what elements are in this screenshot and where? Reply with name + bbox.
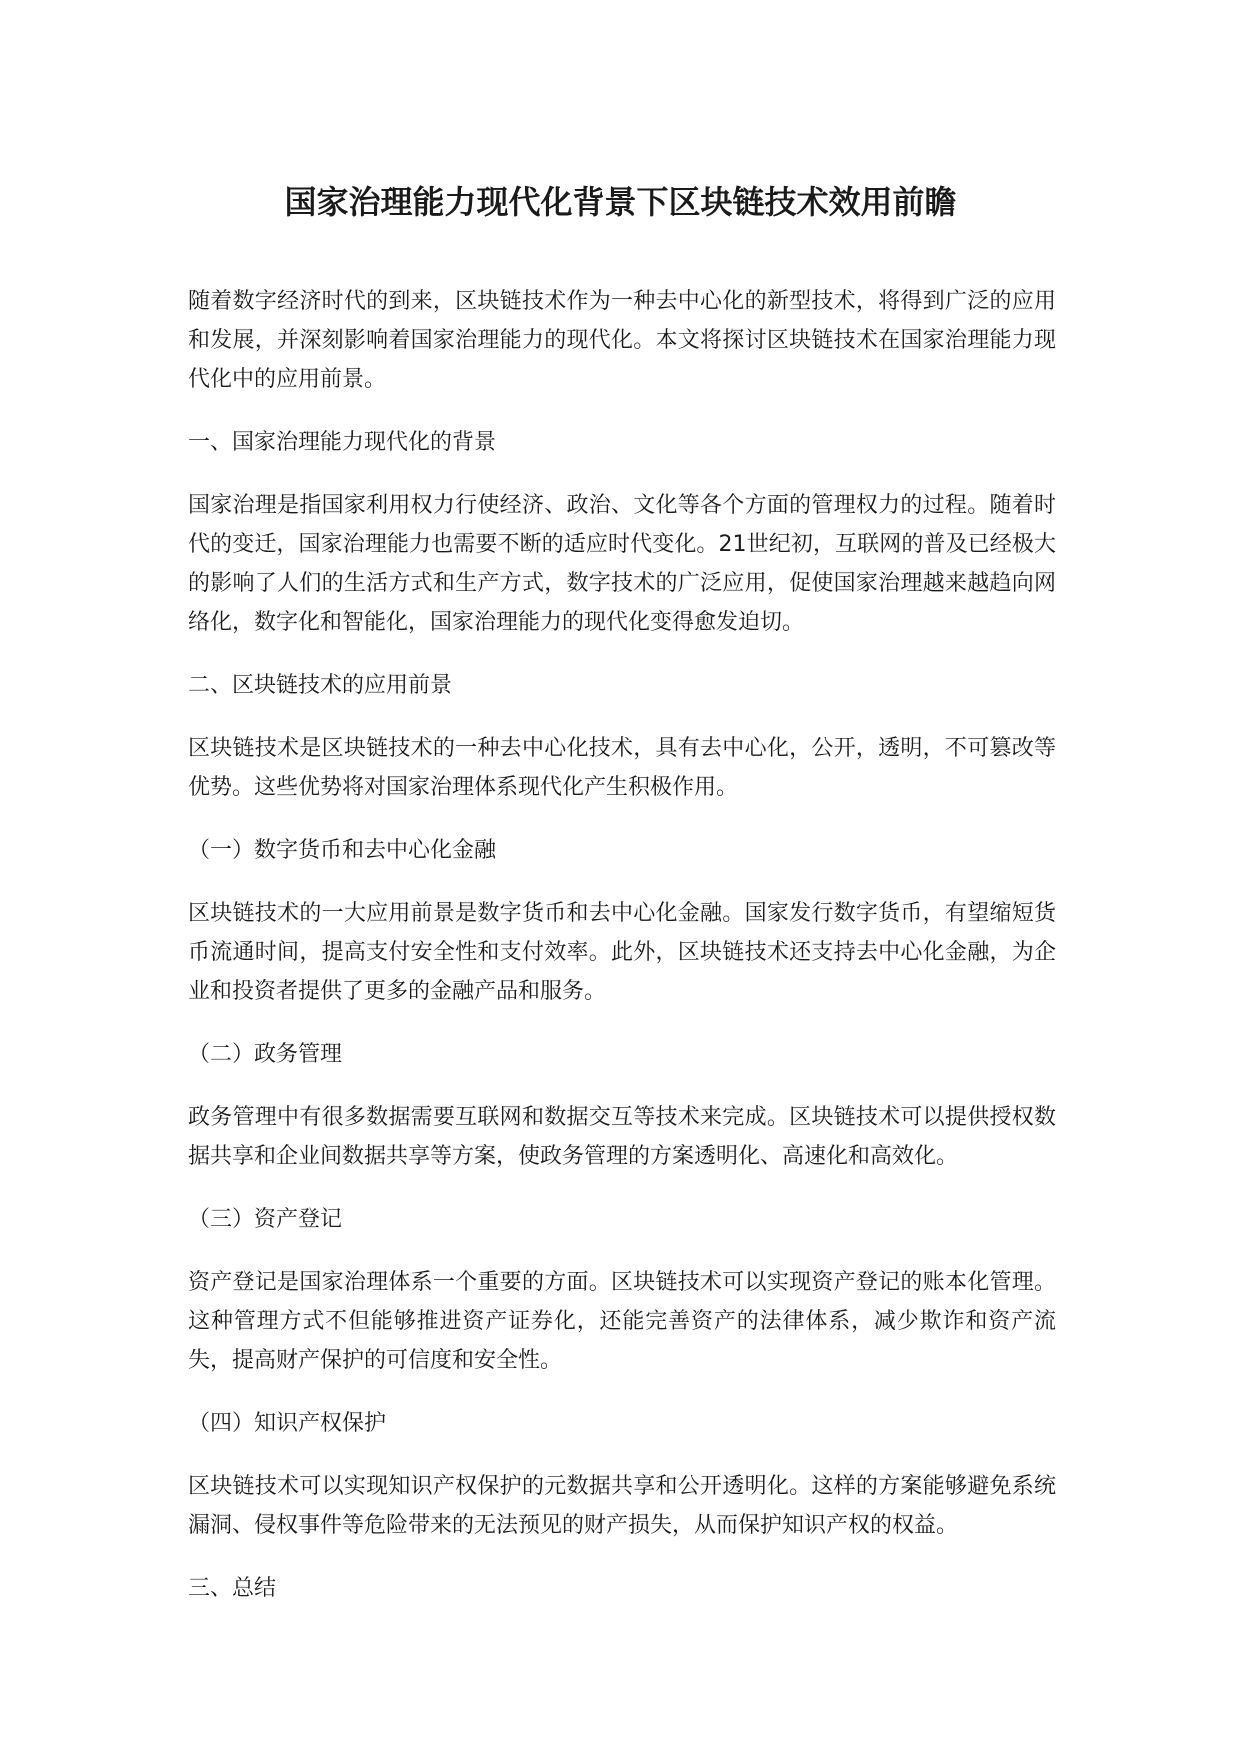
subsection-heading-asset-registration: （三）资产登记	[188, 1207, 343, 1232]
subsection-heading-digital-currency: （一）数字货币和去中心化金融	[188, 838, 497, 863]
paragraph-ip-protection: 区块链技术可以实现知识产权保护的元数据共享和公开透明化。这样的方案能够避免系统漏洞、侵权事件等危险带来的无法预见的财产损失，从而保护知识产权的权益。	[188, 1474, 1056, 1538]
paragraph-digital-currency: 区块链技术的一大应用前景是数字货币和去中心化金融。国家发行数字货币，有望缩短货币流通时间，提高支付安全性和支付效率。此外，区块链技术还支持去中心化金融，为企业和投资者提供了更多的金融产品和服务。	[188, 901, 1056, 1004]
section-heading-prospects: 二、区块链技术的应用前景	[188, 673, 453, 698]
paragraph-intro: 随着数字经济时代的到来，区块链技术作为一种去中心化的新型技术，将得到广泛的应用和发展，并深刻影响着国家治理能力的现代化。本文将探讨区块链技术在国家治理能力现代化中的应用前景。	[188, 289, 1056, 392]
section-heading-background: 一、国家治理能力现代化的背景	[188, 430, 497, 455]
paragraph-asset-registration: 资产登记是国家治理体系一个重要的方面。区块链技术可以实现资产登记的账本化管理。这种管理方式不但能够推进资产证券化，还能完善资产的法律体系，减少欺诈和资产流失，提高财产保护的可信度和安全性。	[188, 1270, 1056, 1373]
paragraph-background: 国家治理是指国家利用权力行使经济、政治、文化等各个方面的管理权力的过程。随着时代的变迁，国家治理能力也需要不断的适应时代变化。21世纪初，互联网的普及已经极大的影响了人们的生活方式和生产方式，数字技术的广泛应用，促使国家治理越来越趋向网络化，数字化和智能化，国家治理能力的现代化变得愈发迫切。	[188, 493, 1056, 635]
paragraph-prospects: 区块链技术是区块链技术的一种去中心化技术，具有去中心化，公开，透明，不可篡改等优势。这些优势将对国家治理体系现代化产生积极作用。	[188, 736, 1056, 800]
subsection-heading-ip-protection: （四）知识产权保护	[188, 1411, 387, 1436]
document-title: 国家治理能力现代化背景下区块链技术效用前瞻	[284, 183, 957, 221]
section-heading-summary: 三、总结	[188, 1576, 277, 1601]
document-body	[188, 282, 1056, 1632]
paragraph-government-affairs: 政务管理中有很多数据需要互联网和数据交互等技术来完成。区块链技术可以提供授权数据共享和企业间数据共享等方案，使政务管理的方案透明化、高速化和高效化。	[188, 1105, 1056, 1169]
subsection-heading-government-affairs: （二）政务管理	[188, 1042, 343, 1067]
